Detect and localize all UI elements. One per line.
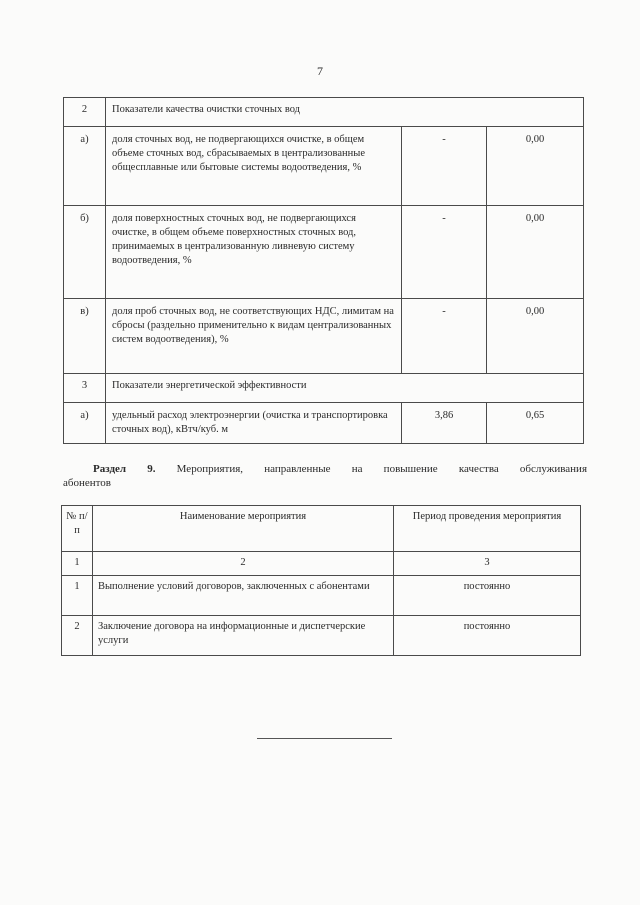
row-number: 1 bbox=[62, 576, 93, 616]
activity-name: Заключение договора на информационные и диспетчерские услуги bbox=[93, 616, 394, 656]
column-number-3: 3 bbox=[394, 552, 581, 576]
indicator-value-1: - bbox=[402, 127, 487, 206]
activities-table bbox=[61, 505, 581, 656]
section-label: Раздел 9. bbox=[93, 463, 156, 475]
column-number-1: 1 bbox=[62, 552, 93, 576]
table-row bbox=[64, 98, 584, 127]
page-number: 7 bbox=[317, 64, 323, 78]
column-header-name: Наименование мероприятия bbox=[93, 506, 394, 552]
table-row bbox=[64, 127, 584, 206]
table-row bbox=[62, 576, 581, 616]
table-header-row bbox=[62, 506, 581, 552]
indicator-value-2: 0,00 bbox=[487, 127, 584, 206]
column-header-number: № п/п bbox=[62, 506, 93, 552]
row-number: в) bbox=[64, 299, 106, 374]
row-number: 2 bbox=[62, 616, 93, 656]
row-number: 2 bbox=[64, 98, 106, 127]
signature-line bbox=[257, 738, 392, 739]
indicator-value-1: - bbox=[402, 206, 487, 299]
table-row bbox=[64, 374, 584, 403]
section-caption-line1 bbox=[63, 462, 587, 476]
activity-period: постоянно bbox=[394, 576, 581, 616]
indicator-description: доля поверхностных сточных вод, не подвергающихся очистке, в общем объеме поверхностных сточных вод, принимаемых в централизованную ливневую систему водоотведения, % bbox=[106, 206, 402, 299]
indicator-description: удельный расход электроэнергии (очистка и транспортировка сточных вод), кВтч/куб. м bbox=[106, 403, 402, 444]
activity-period: постоянно bbox=[394, 616, 581, 656]
row-number: а) bbox=[64, 403, 106, 444]
indicator-value-1: - bbox=[402, 299, 487, 374]
indicator-value-2: 0,00 bbox=[487, 299, 584, 374]
table-row bbox=[64, 299, 584, 374]
section-title-line2: абонентов bbox=[63, 477, 111, 489]
activity-name: Выполнение условий договоров, заключенных с абонентами bbox=[93, 576, 394, 616]
row-number: б) bbox=[64, 206, 106, 299]
indicator-description: доля проб сточных вод, не соответствующих НДС, лимитам на сбросы (раздельно применительно к видам централизованных систем водоотведения), % bbox=[106, 299, 402, 374]
indicator-description: доля сточных вод, не подвергающихся очистке, в общем объеме сточных вод, сбрасываемых в централизованные общесплавные или бытовые системы водоотведения, % bbox=[106, 127, 402, 206]
row-number: а) bbox=[64, 127, 106, 206]
row-number: 3 bbox=[64, 374, 106, 403]
section-title-line1: Мероприятия, направленные на повышение качества обслуживания bbox=[176, 463, 588, 475]
table-row bbox=[64, 403, 584, 444]
quality-indicators-table bbox=[63, 97, 584, 444]
column-number-2: 2 bbox=[93, 552, 394, 576]
table-row bbox=[62, 616, 581, 656]
section-caption bbox=[63, 462, 587, 490]
indicator-value-2: 0,00 bbox=[487, 206, 584, 299]
column-header-period: Период проведения мероприятия bbox=[394, 506, 581, 552]
table-numbering-row bbox=[62, 552, 581, 576]
section-header-cell: Показатели качества очистки сточных вод bbox=[106, 98, 584, 127]
indicator-value-2: 0,65 bbox=[487, 403, 584, 444]
table-row bbox=[64, 206, 584, 299]
section-header-cell: Показатели энергетической эффективности bbox=[106, 374, 584, 403]
indicator-value-1: 3,86 bbox=[402, 403, 487, 444]
